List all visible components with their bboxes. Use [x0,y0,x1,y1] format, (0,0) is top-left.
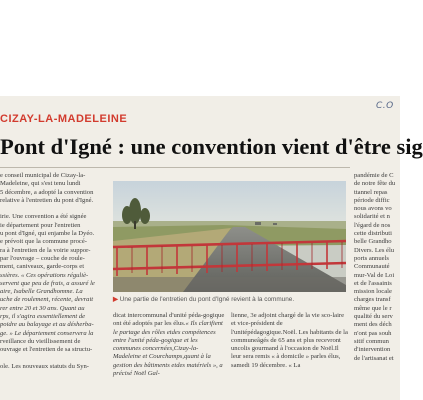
article-text-line [0,355,108,363]
article-text-line: colis gourmand à l'occasion de Noël. [237,345,335,353]
article-column-4 [354,172,400,386]
photo-caption [113,295,349,305]
article-text-line: et de l'assainis [354,279,392,287]
article-text-line: ge. » Le département conservera la [0,329,94,337]
article-text-line: ole. Les nouveaux statuts du Syn- [0,362,90,370]
article-text-line: laire et vice-président de l'unité [231,312,345,336]
article-text-line: rps, il s'agira essentiellement de [0,313,86,321]
article-text-line: Cizay-la-Madeleine et Courchamps, [113,345,199,361]
article-text-line: ment, caniveaux, garde-corps et [0,263,85,271]
article-text-line: Noël. Les habitants de la commune [231,328,348,344]
article-text-line: 5 décembre, a adopté la convention [0,188,94,196]
article-text-line: irie. Une convention a été signée [0,213,87,221]
article-text-line: ment des déch [354,321,392,329]
article-text-line: ouvrage et l'entretien de sa structu- [0,346,93,354]
article-column-1 [0,172,108,386]
article-text-line: d'intervention [354,346,391,354]
article-text-line: belle Grandho [354,238,392,246]
article-text-line: ports annuels [354,254,389,262]
article-column-2 [113,312,225,386]
bridge-road-photo-icon [113,181,346,292]
section-town-label: CIZAY-LA-MADELEINE [0,113,128,125]
article-text-line: u pont d'Igné, qui enjambe la Dyéo. [0,230,95,238]
article-text-line: Divers. Les élu [354,246,395,254]
article-text-line: de l'artisanat et [354,354,394,362]
article-text-line: ttannel repas [354,188,388,196]
article-text-line: Communauté [354,263,390,271]
article-text-line: n'ont pas souh [354,329,392,337]
article-text-line [0,205,108,213]
article-text-line: rer entre 20 et 30 ans. Quant au [0,304,85,312]
article-text-line: servent que peu de frais, a assuré le [0,279,95,287]
article-text-line: relative à l'entretien du pont d'Igné. [0,196,94,204]
article-text-line: dicat intercommunal d'unité péda- [113,312,203,319]
article-text-line: lienne, 3e adjoint chargé de la vie sco- [231,312,333,319]
headline-divider [0,167,350,168]
article-text-line: âgés de 65 ans et plus recevront un [231,336,341,353]
article-text-line: pédagogique. [247,328,283,336]
article-text-line: ie département pour l'entretien [0,221,81,229]
article-column-3 [231,312,349,386]
article-text-line: qualité du serv [354,313,393,321]
article-text-line: les élus, samedi 19 décembre. « La [231,353,341,369]
article-text-line: par l'ouvrage – couche de roule- [0,254,85,262]
article-text-line: poidre au balayage et au désherba- [0,321,94,329]
caption-arrow-icon: ▶ [113,296,120,303]
article-text-line: pandémie de C [354,172,394,179]
article-text-line: même que le r [354,304,392,312]
bridge-photo-illustration [113,181,346,292]
article-text-line: de notre fête du [354,180,396,188]
article-text-line: e conseil municipal de Cizay-la- [0,172,86,179]
article-text-line: des compétences entre l'unité péda- [113,328,216,344]
article-text-line: Il leur sera remis « à domicile » par [231,345,339,361]
article-text-line: solidarité et n [354,213,390,221]
article-text-line: rveillance du vieillissement de [0,337,81,345]
article-text-line: nous avons vo [354,205,392,213]
article-text-line: « Ils clarifient le partage des rôles et [113,320,223,336]
article-text-line: aire, Isabelle Grandhomme. La [0,288,83,296]
article-text-line: e prévoit que la commune procé- [0,238,87,246]
article-text-line: mission locale [354,288,392,296]
article-text-line: cette distributi [354,230,392,238]
handwritten-note: C.O [376,101,394,111]
article-text-line: gogique et les communes concernées, [113,336,198,353]
article-headline: Pont d'Igné : une convention vient d'être sig [0,134,423,159]
article-text-line: uche de roulement, récente, devrait [0,296,94,304]
photo-caption-text: Une partie de l'entretien du pont d'Igné revient à la commune. [119,296,295,303]
article-text-line: gogique ont été adoptés par les élus. [113,312,225,328]
article-text-line: ssières. « Ces opérations réguliè- [0,271,89,279]
article-text-line: Madeleine, qui s'est tenu lundi [0,180,81,188]
article-text-line: sitif commun [354,337,389,345]
article-text-line: quant à la gestion des bâtiments et [113,353,211,369]
article-text-line: ra à l'entretien de la voirie suppor- [0,246,91,254]
article-text-line: des matériels », a précisé Noël Gal- [113,361,223,378]
article-text-line: période diffic [354,196,390,204]
article-text-line: mur-Val de Loi [354,271,395,279]
article-text-line: l'égard de nos [354,221,391,229]
article-text-line: charges transf [354,296,391,304]
